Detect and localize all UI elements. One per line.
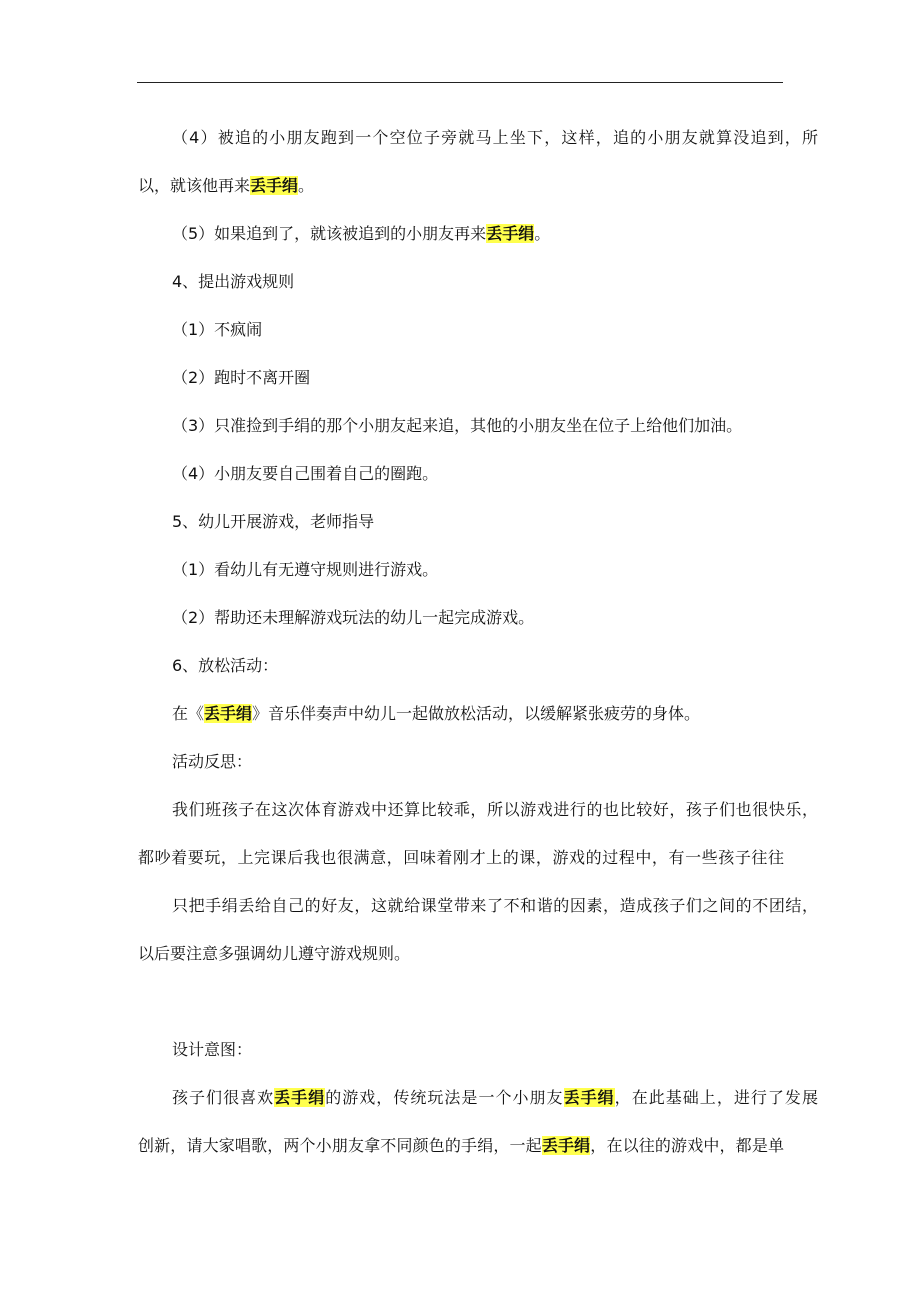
keyword-highlight: 丢手绢	[541, 1136, 591, 1155]
section-heading: 活动反思：	[172, 752, 253, 771]
keyword-highlight: 丢手绢	[204, 704, 253, 723]
text-line: 创新，请大家唱歌，两个小朋友拿不同颜色的手绢，一起丢手绢，在以往的游戏中，都是单	[138, 1136, 784, 1155]
text-line: （4）小朋友要自己围着自己的圈跑。	[172, 464, 439, 483]
text-line: （4）被追的小朋友跑到一个空位子旁就马上坐下，这样，追的小朋友就算没追到，所	[172, 128, 818, 147]
text-line: 我们班孩子在这次体育游戏中还算比较乖，所以游戏进行的也比较好，孩子们也很快乐，	[172, 800, 818, 819]
text-line: （5）如果追到了，就该被追到的小朋友再来丢手绢。	[172, 224, 551, 243]
section-heading: 4、提出游戏规则	[172, 272, 295, 291]
text-line: （3）只准捡到手绢的那个小朋友起来追，其他的小朋友坐在位子上给他们加油。	[172, 416, 743, 435]
text-line: 孩子们很喜欢丢手绢的游戏，传统玩法是一个小朋友丢手绢，在此基础上，进行了发展	[172, 1088, 818, 1107]
keyword-highlight: 丢手绢	[274, 1088, 326, 1107]
text-line: 在《丢手绢》音乐伴奏声中幼儿一起做放松活动，以缓解紧张疲劳的身体。	[172, 704, 701, 723]
text-line: 以，就该他再来丢手绢。	[138, 176, 315, 195]
header-rule	[137, 82, 783, 83]
keyword-highlight: 丢手绢	[250, 176, 299, 195]
text-line: 以后要注意多强调幼儿遵守游戏规则。	[138, 944, 411, 963]
text-line: 只把手绢丢给自己的好友，这就给课堂带来了不和谐的因素，造成孩子们之间的不团结，	[172, 896, 818, 915]
section-heading: 5、幼儿开展游戏，老师指导	[172, 512, 375, 531]
text-line: （2）跑时不离开圈	[172, 368, 311, 387]
keyword-highlight: 丢手绢	[563, 1088, 615, 1107]
section-heading: 设计意图：	[172, 1040, 253, 1059]
text-line: （2）帮助还未理解游戏玩法的幼儿一起完成游戏。	[172, 608, 535, 627]
text-line: （1）不疯闹	[172, 320, 263, 339]
text-line: 都吵着要玩，上完课后我也很满意，回味着刚才上的课，游戏的过程中，有一些孩子往往	[138, 848, 784, 867]
text-line: （1）看幼儿有无遵守规则进行游戏。	[172, 560, 439, 579]
keyword-highlight: 丢手绢	[486, 224, 535, 243]
section-heading: 6、放松活动：	[172, 656, 279, 675]
